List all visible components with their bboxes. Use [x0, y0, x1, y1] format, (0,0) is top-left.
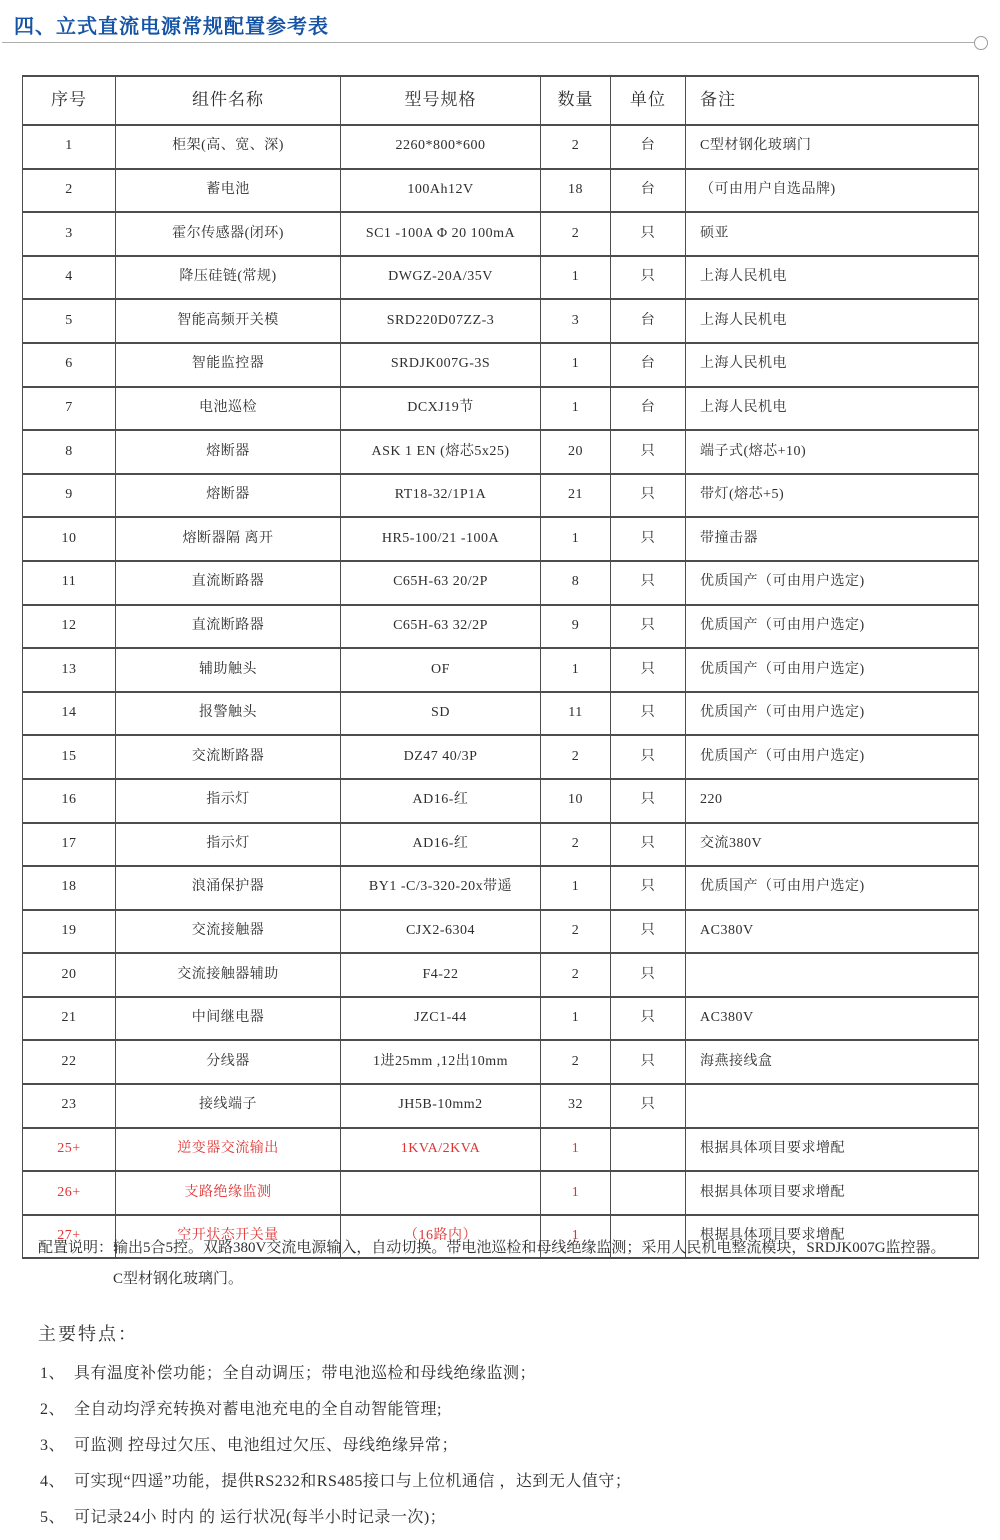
- cell-model-spec: 1进25mm ,12出10mm: [341, 1040, 541, 1084]
- table-row: [23, 343, 979, 387]
- cell-remark: 优质国产（可由用户选定): [686, 735, 979, 779]
- feature-item-text: 可监测 控母过欠压、电池组过欠压、母线绝缘异常；: [74, 1437, 459, 1454]
- cell-serial-no: 25+: [23, 1128, 116, 1172]
- feature-item-number: 2、: [40, 1401, 66, 1418]
- cell-unit: 只: [611, 474, 686, 518]
- table-header-row: [23, 76, 979, 125]
- cell-model-spec: AD16-红: [341, 779, 541, 823]
- cell-quantity: 20: [541, 430, 611, 474]
- cell-remark: C型材钢化玻璃门: [686, 125, 979, 169]
- cell-unit: 只: [611, 735, 686, 779]
- cell-component: 接线端子: [116, 1084, 341, 1128]
- cell-serial-no: 4: [23, 256, 116, 300]
- cell-serial-no: 22: [23, 1040, 116, 1084]
- cell-model-spec: RT18-32/1P1A: [341, 474, 541, 518]
- cell-model-spec: SD: [341, 692, 541, 736]
- cell-component: 交流接触器辅助: [116, 953, 341, 997]
- cell-serial-no: 14: [23, 692, 116, 736]
- cell-remark: （可由用户自选品牌): [686, 169, 979, 213]
- cell-quantity: 2: [541, 823, 611, 867]
- feature-item-text: 可记录24小 时内 的 运行状况(每半小时记录一次)；: [74, 1509, 447, 1526]
- table-row: [23, 561, 979, 605]
- cell-remark: 端子式(熔芯+10): [686, 430, 979, 474]
- cell-serial-no: 19: [23, 910, 116, 954]
- feature-item-number: 3、: [40, 1437, 66, 1454]
- cell-unit: 只: [611, 997, 686, 1041]
- cell-unit: 只: [611, 910, 686, 954]
- cell-unit: 台: [611, 299, 686, 343]
- cell-quantity: 11: [541, 692, 611, 736]
- table-row: [23, 605, 979, 649]
- cell-serial-no: 16: [23, 779, 116, 823]
- cell-component: 降压硅链(常规): [116, 256, 341, 300]
- cell-quantity: 1: [541, 256, 611, 300]
- cell-serial-no: 26+: [23, 1171, 116, 1215]
- cell-serial-no: 15: [23, 735, 116, 779]
- cell-quantity: 2: [541, 910, 611, 954]
- header-serial-no: 序号: [23, 76, 116, 125]
- cell-unit: 只: [611, 779, 686, 823]
- header-remark: 备注: [686, 76, 979, 125]
- cell-remark: 硕亚: [686, 212, 979, 256]
- cell-remark: 海燕接线盒: [686, 1040, 979, 1084]
- cell-quantity: 1: [541, 1171, 611, 1215]
- feature-item: [38, 1396, 978, 1419]
- cell-component: 分线器: [116, 1040, 341, 1084]
- cell-remark: 上海人民机电: [686, 387, 979, 431]
- cell-component: 报警触头: [116, 692, 341, 736]
- table-row: [23, 1128, 979, 1172]
- cell-quantity: 1: [541, 387, 611, 431]
- table-row: [23, 735, 979, 779]
- cell-remark: AC380V: [686, 997, 979, 1041]
- cell-quantity: 3: [541, 299, 611, 343]
- cell-unit: 台: [611, 125, 686, 169]
- feature-item: [38, 1432, 978, 1455]
- cell-unit: 只: [611, 1084, 686, 1128]
- cell-unit: 只: [611, 212, 686, 256]
- table-row: [23, 474, 979, 518]
- feature-item-text: 可实现“四遥”功能，提供RS232和RS485接口与上位机通信 ，达到无人值守；: [74, 1473, 632, 1490]
- cell-model-spec: DCXJ19节: [341, 387, 541, 431]
- cell-quantity: 8: [541, 561, 611, 605]
- cell-serial-no: 2: [23, 169, 116, 213]
- cell-unit: 只: [611, 430, 686, 474]
- cell-model-spec: 2260*800*600: [341, 125, 541, 169]
- notes-line1: 输出5合5控。双路380V交流电源输入，自动切换。带电池巡检和母线绝缘监测；采用人民机电整流模块，SRDJK007G监控器。: [113, 1240, 946, 1256]
- cell-model-spec: SRD220D07ZZ-3: [341, 299, 541, 343]
- table-row: [23, 1084, 979, 1128]
- table-row: [23, 125, 979, 169]
- feature-item-number: 5、: [40, 1509, 66, 1526]
- cell-component: 智能监控器: [116, 343, 341, 387]
- cell-serial-no: 1: [23, 125, 116, 169]
- cell-quantity: 1: [541, 1215, 611, 1259]
- cell-unit: 只: [611, 866, 686, 910]
- table-row: [23, 779, 979, 823]
- cell-quantity: 1: [541, 343, 611, 387]
- table-row: [23, 1040, 979, 1084]
- header-unit: 单位: [611, 76, 686, 125]
- cell-serial-no: 12: [23, 605, 116, 649]
- cell-model-spec: DWGZ-20A/35V: [341, 256, 541, 300]
- cell-serial-no: 21: [23, 997, 116, 1041]
- cell-remark: AC380V: [686, 910, 979, 954]
- cell-remark: 上海人民机电: [686, 256, 979, 300]
- cell-model-spec: JH5B-10mm2: [341, 1084, 541, 1128]
- cell-unit: 台: [611, 387, 686, 431]
- main-features-section: [38, 1320, 978, 1540]
- cell-quantity: 1: [541, 648, 611, 692]
- features-title: 主要特点：: [38, 1324, 138, 1344]
- cell-quantity: 1: [541, 997, 611, 1041]
- cell-component: 电池巡检: [116, 387, 341, 431]
- cell-model-spec: OF: [341, 648, 541, 692]
- cell-remark: [686, 953, 979, 997]
- cell-remark: 带灯(熔芯+5): [686, 474, 979, 518]
- features-list: [38, 1360, 978, 1527]
- cell-component: 指示灯: [116, 779, 341, 823]
- cell-serial-no: 8: [23, 430, 116, 474]
- cell-serial-no: 5: [23, 299, 116, 343]
- cell-component: 直流断路器: [116, 605, 341, 649]
- cell-quantity: 1: [541, 1128, 611, 1172]
- cell-unit: [611, 1128, 686, 1172]
- feature-item: [38, 1360, 978, 1383]
- cell-serial-no: 10: [23, 517, 116, 561]
- table-row: [23, 517, 979, 561]
- table-row: [23, 299, 979, 343]
- cell-remark: 优质国产（可由用户选定): [686, 866, 979, 910]
- header-model-spec: 型号规格: [341, 76, 541, 125]
- cell-model-spec: DZ47 40/3P: [341, 735, 541, 779]
- cell-unit: 只: [611, 1040, 686, 1084]
- cell-quantity: 18: [541, 169, 611, 213]
- cell-unit: 只: [611, 953, 686, 997]
- cell-component: 交流接触器: [116, 910, 341, 954]
- cell-model-spec: ASK 1 EN (熔芯5x25): [341, 430, 541, 474]
- cell-unit: [611, 1171, 686, 1215]
- cell-unit: 只: [611, 692, 686, 736]
- cell-remark: 带撞击器: [686, 517, 979, 561]
- cell-model-spec: （16路内）: [341, 1215, 541, 1259]
- feature-item-number: 4、: [40, 1473, 66, 1490]
- cell-quantity: 9: [541, 605, 611, 649]
- cell-serial-no: 23: [23, 1084, 116, 1128]
- cell-quantity: 2: [541, 212, 611, 256]
- cell-model-spec: SC1 -100A Φ 20 100mA: [341, 212, 541, 256]
- table-row: [23, 387, 979, 431]
- page-title: 四、立式直流电源常规配置参考表: [14, 16, 329, 38]
- cell-unit: 只: [611, 517, 686, 561]
- feature-item-text: 全自动均浮充转换对蓄电池充电的全自动智能管理;: [74, 1401, 442, 1418]
- cell-serial-no: 6: [23, 343, 116, 387]
- table-row: [23, 430, 979, 474]
- cell-model-spec: F4-22: [341, 953, 541, 997]
- cell-unit: 只: [611, 823, 686, 867]
- cell-remark: 根据具体项目要求增配: [686, 1171, 979, 1215]
- cell-quantity: 2: [541, 125, 611, 169]
- table-row: [23, 256, 979, 300]
- cell-quantity: 1: [541, 866, 611, 910]
- cell-serial-no: 11: [23, 561, 116, 605]
- cell-component: 中间继电器: [116, 997, 341, 1041]
- config-table-body: [23, 125, 979, 1258]
- cell-component: 直流断路器: [116, 561, 341, 605]
- cell-quantity: 2: [541, 735, 611, 779]
- rule-end-circle-icon: [974, 36, 988, 50]
- cell-component: 蓄电池: [116, 169, 341, 213]
- cell-model-spec: 100Ah12V: [341, 169, 541, 213]
- cell-unit: 只: [611, 605, 686, 649]
- cell-unit: 只: [611, 256, 686, 300]
- table-row: [23, 823, 979, 867]
- cell-remark: 根据具体项目要求增配: [686, 1215, 979, 1259]
- table-row: [23, 997, 979, 1041]
- cell-component: 熔断器: [116, 474, 341, 518]
- cell-quantity: 10: [541, 779, 611, 823]
- cell-remark: 上海人民机电: [686, 343, 979, 387]
- cell-component: 支路绝缘监测: [116, 1171, 341, 1215]
- cell-model-spec: CJX2-6304: [341, 910, 541, 954]
- cell-model-spec: C65H-63 20/2P: [341, 561, 541, 605]
- table-row: [23, 910, 979, 954]
- feature-item-text: 具有温度补偿功能；全自动调压；带电池巡检和母线绝缘监测；: [74, 1365, 537, 1382]
- configuration-table: [22, 75, 979, 1259]
- cell-remark: 上海人民机电: [686, 299, 979, 343]
- cell-model-spec: SRDJK007G-3S: [341, 343, 541, 387]
- cell-model-spec: BY1 -C/3-320-20x带遥: [341, 866, 541, 910]
- feature-item-number: 1、: [40, 1365, 66, 1382]
- cell-serial-no: 17: [23, 823, 116, 867]
- cell-serial-no: 3: [23, 212, 116, 256]
- cell-component: 霍尔传感器(闭环): [116, 212, 341, 256]
- cell-remark: 交流380V: [686, 823, 979, 867]
- cell-model-spec: [341, 1171, 541, 1215]
- cell-model-spec: 1KVA/2KVA: [341, 1128, 541, 1172]
- cell-remark: 优质国产（可由用户选定): [686, 648, 979, 692]
- cell-remark: 根据具体项目要求增配: [686, 1128, 979, 1172]
- feature-item: [38, 1504, 978, 1527]
- table-row: [23, 648, 979, 692]
- cell-component: 逆变器交流输出: [116, 1128, 341, 1172]
- cell-component: 浪涌保护器: [116, 866, 341, 910]
- cell-serial-no: 9: [23, 474, 116, 518]
- cell-component: 交流断路器: [116, 735, 341, 779]
- cell-model-spec: JZC1-44: [341, 997, 541, 1041]
- cell-component: 柜架(高、宽、深): [116, 125, 341, 169]
- cell-serial-no: 20: [23, 953, 116, 997]
- table-row: [23, 212, 979, 256]
- cell-remark: [686, 1084, 979, 1128]
- table-row: [23, 866, 979, 910]
- cell-component: 指示灯: [116, 823, 341, 867]
- cell-serial-no: 7: [23, 387, 116, 431]
- cell-remark: 优质国产（可由用户选定): [686, 605, 979, 649]
- cell-quantity: 32: [541, 1084, 611, 1128]
- cell-component: 辅助触头: [116, 648, 341, 692]
- cell-component: 熔断器: [116, 430, 341, 474]
- cell-model-spec: C65H-63 32/2P: [341, 605, 541, 649]
- table-row: [23, 1171, 979, 1215]
- title-divider-rule: [2, 42, 974, 43]
- cell-component: 智能高频开关模: [116, 299, 341, 343]
- cell-serial-no: 18: [23, 866, 116, 910]
- header-quantity: 数量: [541, 76, 611, 125]
- cell-remark: 220: [686, 779, 979, 823]
- cell-model-spec: HR5-100/21 -100A: [341, 517, 541, 561]
- table-row: [23, 169, 979, 213]
- cell-unit: 只: [611, 561, 686, 605]
- cell-remark: 优质国产（可由用户选定): [686, 692, 979, 736]
- cell-quantity: 1: [541, 517, 611, 561]
- cell-unit: 台: [611, 169, 686, 213]
- notes-line2: C型材钢化玻璃门。: [113, 1271, 244, 1288]
- cell-unit: 台: [611, 343, 686, 387]
- cell-serial-no: 13: [23, 648, 116, 692]
- cell-model-spec: AD16-红: [341, 823, 541, 867]
- notes-body: [113, 1238, 990, 1290]
- feature-item: [38, 1468, 978, 1491]
- cell-quantity: 2: [541, 1040, 611, 1084]
- cell-component: 空开状态开关量: [116, 1215, 341, 1259]
- configuration-notes: [38, 1238, 990, 1290]
- notes-label: 配置说明：: [38, 1240, 114, 1256]
- cell-component: 熔断器隔 离开: [116, 517, 341, 561]
- table-row: [23, 692, 979, 736]
- cell-remark: 优质国产（可由用户选定): [686, 561, 979, 605]
- cell-serial-no: 27+: [23, 1215, 116, 1259]
- header-component: 组件名称: [116, 76, 341, 125]
- cell-quantity: 21: [541, 474, 611, 518]
- cell-unit: 只: [611, 648, 686, 692]
- table-row: [23, 953, 979, 997]
- cell-quantity: 2: [541, 953, 611, 997]
